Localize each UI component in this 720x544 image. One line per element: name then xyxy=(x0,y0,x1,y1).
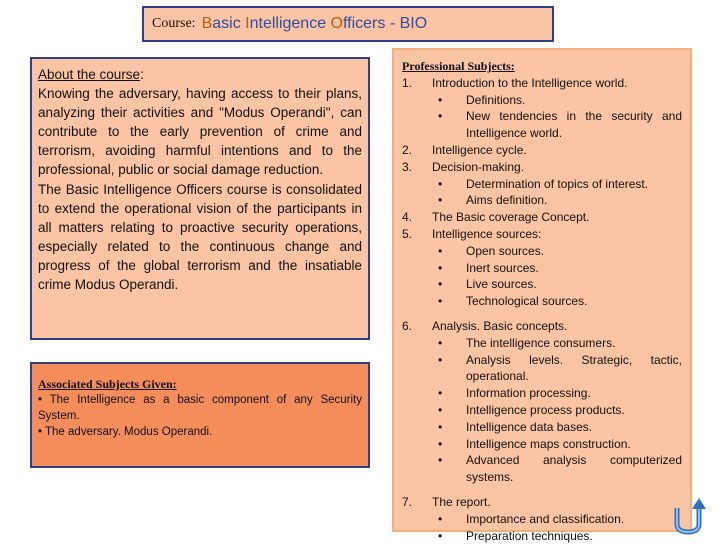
bullet-icon: • xyxy=(438,436,443,451)
sub-item xyxy=(402,511,682,528)
bullet-icon: • xyxy=(438,419,443,434)
bullet-icon: • xyxy=(438,453,443,468)
title-word: fficers - BIO xyxy=(343,15,428,32)
item-text: Introduction to the Intelligence world. xyxy=(432,75,628,90)
item-text: Decision-making. xyxy=(432,159,525,174)
numbered-item xyxy=(402,142,682,159)
bullet-icon: • xyxy=(438,109,443,124)
about-paragraph-2: The Basic Intelligence Officers course is consolidated to extend the operational vision of the participants in all matters relating to proactive security operations, especially related to the continuous change and progress of the global terrorism and the insatiable crime Modus Operandi. xyxy=(38,181,362,293)
title-accent-letter: I xyxy=(245,15,250,32)
sub-item-text: Preparation techniques. xyxy=(466,528,593,543)
bullet-icon: • xyxy=(438,92,443,107)
numbered-item xyxy=(402,209,682,226)
sub-item xyxy=(402,335,682,352)
sub-item-text: Live sources. xyxy=(466,277,537,292)
bullet-icon: • xyxy=(438,260,443,275)
bullet-icon: • xyxy=(438,193,443,208)
item-text: The Basic coverage Concept. xyxy=(432,210,590,225)
item-number: 5. xyxy=(402,226,413,241)
sub-item xyxy=(402,419,682,436)
bullet-icon: • xyxy=(438,277,443,292)
sub-item-text: Determination of topics of interest. xyxy=(466,176,649,191)
bullet-icon: • xyxy=(438,243,443,258)
bullet-icon: • xyxy=(438,176,443,191)
sub-item xyxy=(402,276,682,293)
associated-subjects-panel xyxy=(30,362,370,468)
bullet-icon: • xyxy=(438,352,443,367)
associated-heading: Associated Subjects Given: xyxy=(38,377,177,391)
sub-item xyxy=(402,176,682,193)
associated-item: • The adversary. Modus Operandi. xyxy=(38,426,213,438)
numbered-item xyxy=(402,318,682,335)
item-number: 7. xyxy=(402,494,413,509)
sub-item-text: Intelligence data bases. xyxy=(466,419,593,434)
sub-item xyxy=(402,92,682,109)
item-number: 2. xyxy=(402,142,413,157)
bullet-icon: • xyxy=(438,511,443,526)
title-accent-letter: B xyxy=(201,15,213,32)
sub-item xyxy=(402,260,682,277)
bullet-icon: • xyxy=(438,335,443,350)
title-word: ntelligence xyxy=(249,15,331,32)
professional-heading: Professional Subjects: xyxy=(402,59,515,73)
item-text: Intelligence cycle. xyxy=(432,142,527,157)
title-accent-letter: O xyxy=(330,15,343,32)
sub-item xyxy=(402,293,682,310)
sub-item xyxy=(402,452,682,486)
associated-item: • The Intelligence as a basic component of any Security System. xyxy=(38,394,362,422)
bullet-icon: • xyxy=(438,402,443,417)
professional-subjects-panel xyxy=(392,48,692,543)
sub-item xyxy=(402,528,682,544)
sub-item-text: Open sources. xyxy=(466,243,545,258)
sub-item xyxy=(402,108,682,142)
course-title xyxy=(202,15,428,33)
u-turn-arrow-icon[interactable] xyxy=(668,496,708,536)
professional-list xyxy=(402,75,682,544)
sub-item xyxy=(402,192,682,209)
item-text: Analysis. Basic concepts. xyxy=(432,318,568,333)
sub-item xyxy=(402,402,682,419)
item-text: The report. xyxy=(432,494,491,509)
sub-item-text: Importance and classification. xyxy=(466,511,625,526)
numbered-item xyxy=(402,494,682,511)
numbered-item xyxy=(402,226,682,243)
about-paragraph-1: Knowing the adversary, having access to their plans, analyzing their activities and "Modus Operandi", can contribute to the early prevention of crime and terrorism, avoiding harmful intentions and to the professional, public or social damage reduction. xyxy=(38,86,362,178)
numbered-item xyxy=(402,159,682,176)
item-number: 1. xyxy=(402,75,413,90)
item-number: 4. xyxy=(402,210,413,225)
item-number: 3. xyxy=(402,159,413,174)
sub-item-text: Analysis levels. Strategic, tactic, operational. xyxy=(466,352,682,384)
sub-item xyxy=(402,352,682,386)
about-heading-line xyxy=(38,65,362,84)
bullet-icon: • xyxy=(438,386,443,401)
course-label: Course: xyxy=(152,16,196,31)
sub-item xyxy=(402,243,682,260)
sub-item-text: Inert sources. xyxy=(466,260,539,275)
about-heading: About the course xyxy=(38,67,141,82)
title-word: asic xyxy=(212,15,246,32)
item-text: Intelligence sources: xyxy=(432,226,542,241)
sub-item xyxy=(402,385,682,402)
bullet-icon: • xyxy=(438,294,443,309)
about-heading-colon: : xyxy=(140,67,144,82)
item-number: 6. xyxy=(402,318,413,333)
sub-item-text: Advanced analysis computerized systems. xyxy=(466,453,682,485)
sub-item-text: Intelligence maps construction. xyxy=(466,436,631,451)
sub-item-text: Aims definition. xyxy=(466,193,548,208)
course-title-banner xyxy=(142,6,554,42)
about-course-panel xyxy=(30,57,370,340)
sub-item-text: The intelligence consumers. xyxy=(466,335,616,350)
sub-item-text: Definitions. xyxy=(466,92,526,107)
sub-item-text: New tendencies in the security and Intelligence world. xyxy=(466,109,682,141)
sub-item xyxy=(402,436,682,453)
sub-item-text: Information processing. xyxy=(466,386,591,401)
sub-item-text: Technological sources. xyxy=(466,294,588,309)
bullet-icon: • xyxy=(438,528,443,543)
numbered-item xyxy=(402,75,682,92)
sub-item-text: Intelligence process products. xyxy=(466,402,625,417)
